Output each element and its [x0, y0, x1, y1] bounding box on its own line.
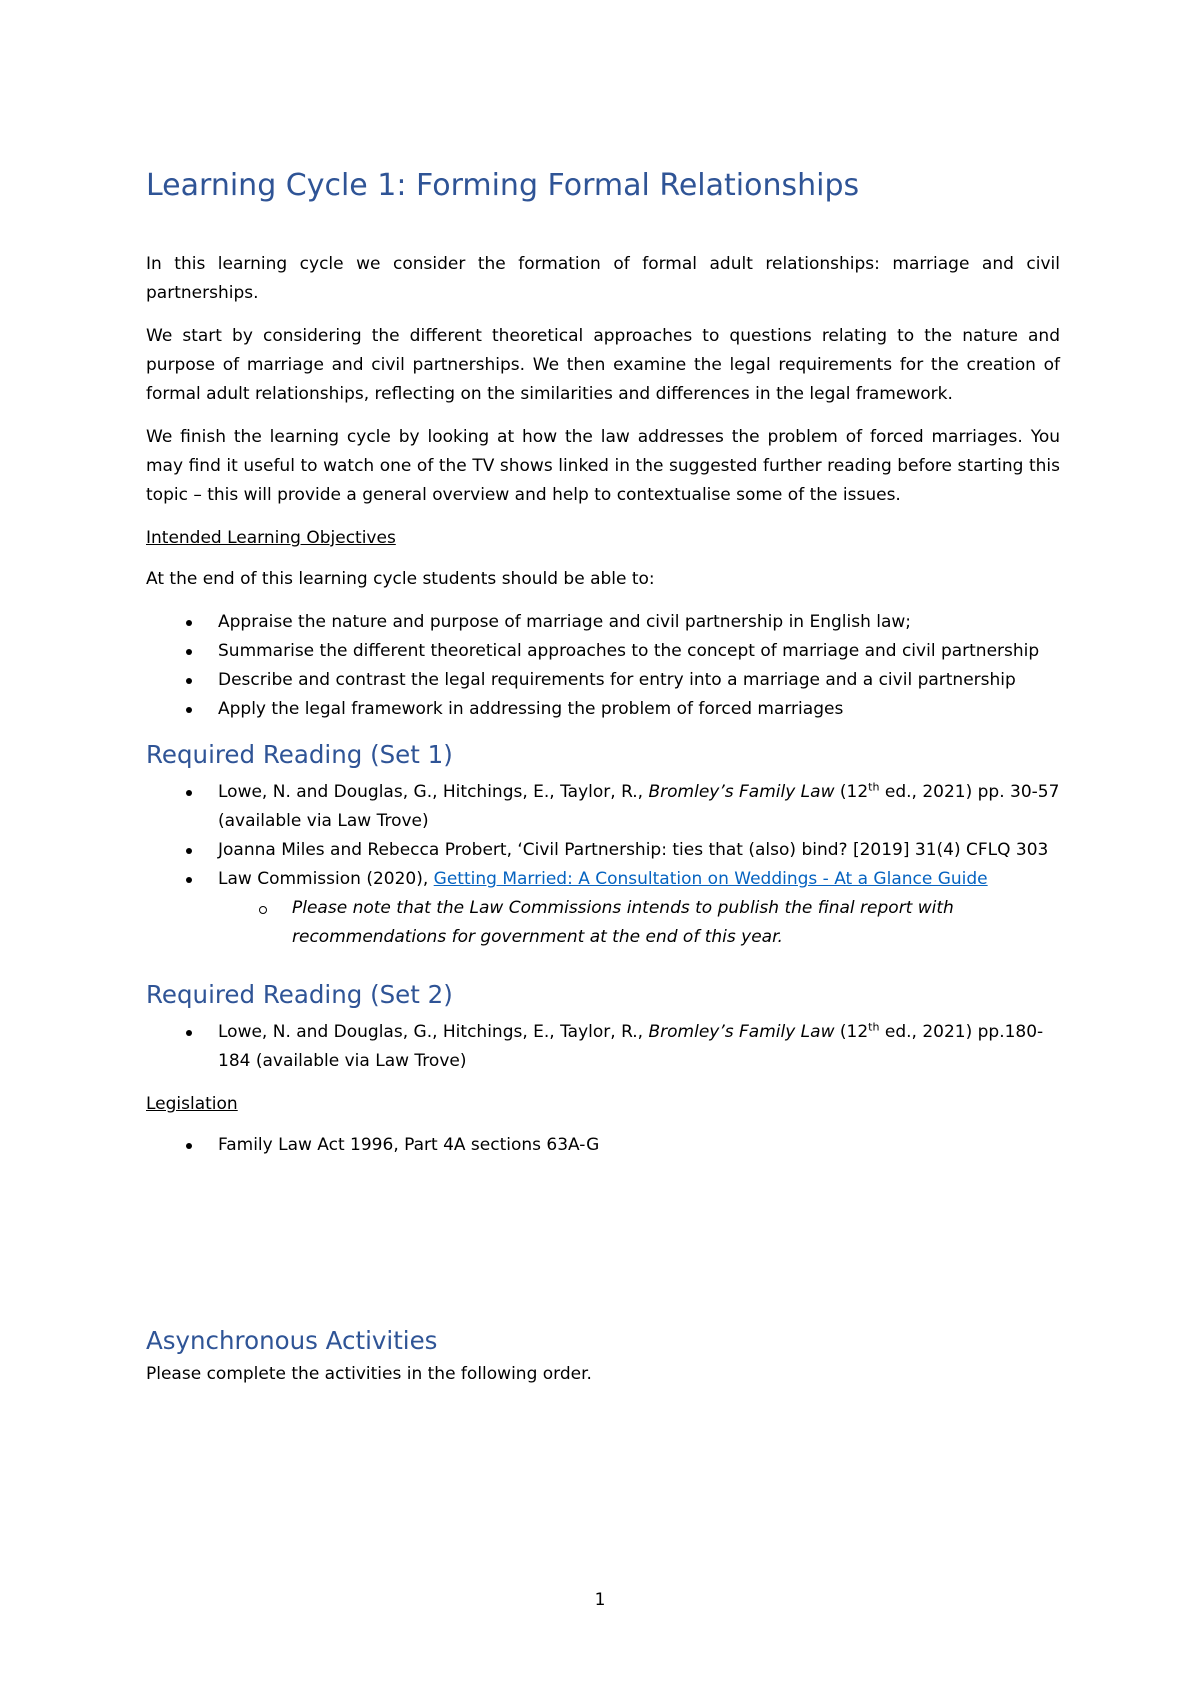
reading-set1-list — [146, 778, 1060, 952]
bullet-icon — [186, 848, 192, 854]
book-title: Bromley’s Family Law — [648, 1022, 835, 1042]
objective-item: Apply the legal framework in addressing the problem of forced marriages — [146, 695, 1060, 724]
async-activities-heading: Asynchronous Activities — [146, 1326, 438, 1355]
book-title: Bromley’s Family Law — [648, 782, 835, 802]
intro-paragraph-3: We finish the learning cycle by looking at how the law addresses the problem of forced marriages. You may find it useful to watch one of the TV shows linked in the suggested further reading before starting this topic – this will provide a general overview and help to contextualise some of the issues. — [146, 427, 1060, 505]
legislation-item: Family Law Act 1996, Part 4A sections 63A-G — [146, 1131, 1060, 1160]
reading-item: Law Commission (2020), Getting Married: A Consultation on Weddings - At a Glance Guide Please note that the Law Commissions intends to publish the final report with recommendations for government at the end of this year. — [146, 865, 1060, 952]
page-content — [146, 166, 1060, 1403]
page-number: 1 — [594, 1590, 606, 1610]
objective-item: Summarise the different theoretical approaches to the concept of marriage and civil partnership — [146, 637, 1060, 666]
page-title: Learning Cycle 1: Forming Formal Relationships — [146, 168, 860, 203]
bullet-icon — [186, 1030, 192, 1036]
objectives-list — [146, 608, 1060, 724]
objective-item: Appraise the nature and purpose of marriage and civil partnership in English law; — [146, 608, 1060, 637]
reading-set1-heading: Required Reading (Set 1) — [146, 740, 453, 769]
legislation-list — [146, 1131, 1060, 1160]
bullet-icon — [186, 877, 192, 883]
bullet-icon — [186, 707, 192, 713]
reading-item: Joanna Miles and Rebecca Probert, ‘Civil Partnership: ties that (also) bind? [2019] 31(4) CFLQ 303 — [146, 836, 1060, 865]
reading-item: Lowe, N. and Douglas, G., Hitchings, E., Taylor, R., Bromley’s Family Law (12th ed., 2021) pp.180-184 (available via Law Trove) — [146, 1018, 1060, 1076]
reading-set2-heading: Required Reading (Set 2) — [146, 980, 453, 1009]
intro-paragraph-1: In this learning cycle we consider the formation of formal adult relationships: marriage and civil partnerships. — [146, 254, 1060, 303]
reading-item: Lowe, N. and Douglas, G., Hitchings, E., Taylor, R., Bromley’s Family Law (12th ed., 2021) pp. 30-57 (available via Law Trove) — [146, 778, 1060, 836]
bullet-icon — [186, 790, 192, 796]
async-activities-lead: Please complete the activities in the following order. — [146, 1364, 592, 1384]
objectives-lead: At the end of this learning cycle students should be able to: — [146, 569, 655, 589]
bullet-icon — [186, 1143, 192, 1149]
objective-item: Describe and contrast the legal requirements for entry into a marriage and a civil partnership — [146, 666, 1060, 695]
bullet-icon — [186, 649, 192, 655]
bullet-icon — [186, 620, 192, 626]
legislation-heading: Legislation — [146, 1094, 238, 1114]
circle-bullet-icon — [259, 906, 267, 914]
intro-paragraph-2: We start by considering the different theoretical approaches to questions relating to the nature and purpose of marriage and civil partnerships. We then examine the legal requirements for the creation of formal adult relationships, reflecting on the similarities and differences in the legal framework. — [146, 326, 1060, 404]
law-commission-guide-link[interactable]: Getting Married: A Consultation on Weddings - At a Glance Guide — [433, 869, 988, 889]
reading-note-list — [218, 894, 1060, 952]
reading-note: Please note that the Law Commissions intends to publish the final report with recommendations for government at the end of this year. — [218, 894, 1060, 952]
bullet-icon — [186, 678, 192, 684]
reading-set2-list — [146, 1018, 1060, 1076]
objectives-heading: Intended Learning Objectives — [146, 528, 396, 548]
